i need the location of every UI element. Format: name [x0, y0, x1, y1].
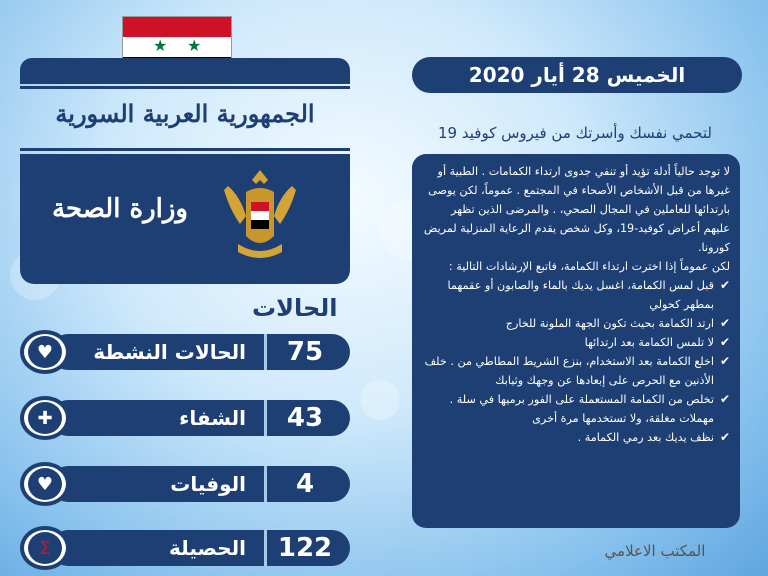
- info-panel: [412, 154, 740, 528]
- footer-credit: المكتب الاعلامي: [604, 542, 706, 560]
- republic-title: الجمهورية العربية السورية: [55, 99, 315, 128]
- heartbeat-icon: ♥: [28, 336, 62, 368]
- check-icon: ✔: [719, 430, 730, 444]
- stat-value: 43: [286, 403, 324, 433]
- stat-value: 4: [295, 469, 315, 499]
- divider: [20, 86, 350, 89]
- broken-heart-icon: ♥: [28, 468, 62, 500]
- list-item-text: تخلص من الكمامة المستعملة على الفور برميها في سلة . مهملات مغلقة، ولا تستخدمها مرة أخرى: [449, 393, 714, 425]
- list-item-text: لا تلمس الكمامة بعد ارتدائها: [584, 336, 714, 349]
- bokeh-circle: [360, 380, 400, 420]
- stat-recovered: [20, 396, 350, 436]
- list-item: [422, 428, 730, 447]
- stat-label: الحالات النشطة: [93, 340, 246, 364]
- eagle-emblem-icon: [220, 166, 300, 268]
- check-icon: ✔: [719, 316, 730, 330]
- ministry-panel: [20, 154, 350, 284]
- stat-deaths: [20, 462, 350, 502]
- date-banner: الخميس 28 أيار 2020: [412, 57, 742, 93]
- cases-title: الحالات: [252, 294, 338, 322]
- stat-label: الحصيلة: [169, 536, 246, 560]
- check-icon: ✔: [719, 335, 730, 349]
- divider: [20, 148, 350, 151]
- stat-value: 75: [286, 337, 324, 367]
- list-item: [422, 276, 730, 314]
- ministry-title: وزارة الصحة: [52, 194, 188, 224]
- list-item-text: ارتد الكمامة بحيث تكون الجهة الملونة للخارج: [505, 317, 714, 330]
- stat-active: [20, 330, 350, 370]
- list-item: [422, 314, 730, 333]
- stat-total: [20, 526, 350, 566]
- list-item: [422, 352, 730, 390]
- heart-plus-icon: ✚: [28, 402, 62, 434]
- check-icon: ✔: [719, 278, 730, 292]
- guidelines-list: [422, 276, 730, 447]
- star-icon: ★: [187, 35, 202, 55]
- stat-label: الشفاء: [179, 406, 246, 430]
- list-item-text: اخلع الكمامة بعد الاستخدام، بنزع الشريط المطاطي من . خلف الأذنين مع الحرص على إبعادها عن وجهك وثيابك: [424, 355, 714, 387]
- info-paragraph: لكن عموماً إذا اخترت ارتداء الكمامة، فاتبع الإرشادات التالية :: [448, 260, 730, 273]
- header-bar: [20, 58, 350, 84]
- list-item-text: قبل لمس الكمامة، اغسل يديك بالماء والصابون أو عقمهما بمطهر كحولي: [447, 279, 714, 311]
- stat-label: الوفيات: [170, 472, 246, 496]
- info-paragraph: لا توجد حالياً أدلة تؤيد أو تنفي جدوى ارتداء الكمامات . الطبية أو غيرها من قبل الأشخاص الأصحاء في المجتمع . عموماً، لكن يوصى بارتدائها للعاملين في المجال الصحي، . والمرضى الذين تظهر عليهم أعراض كوفيد-19، وكل شخص يقدم الرعاية المنزلية لمريض كورونا.: [423, 165, 730, 254]
- sigma-icon: Σ: [28, 532, 62, 564]
- stat-value: 122: [277, 533, 333, 563]
- check-icon: ✔: [719, 354, 730, 368]
- list-item-text: نظف يديك بعد رمي الكمامة .: [577, 431, 714, 444]
- list-item: [422, 390, 730, 428]
- list-item: [422, 333, 730, 352]
- subtitle: لتحمي نفسك وأسرتك من فيروس كوفيد 19: [438, 124, 712, 142]
- check-icon: ✔: [719, 392, 730, 406]
- star-icon: ★: [153, 35, 168, 55]
